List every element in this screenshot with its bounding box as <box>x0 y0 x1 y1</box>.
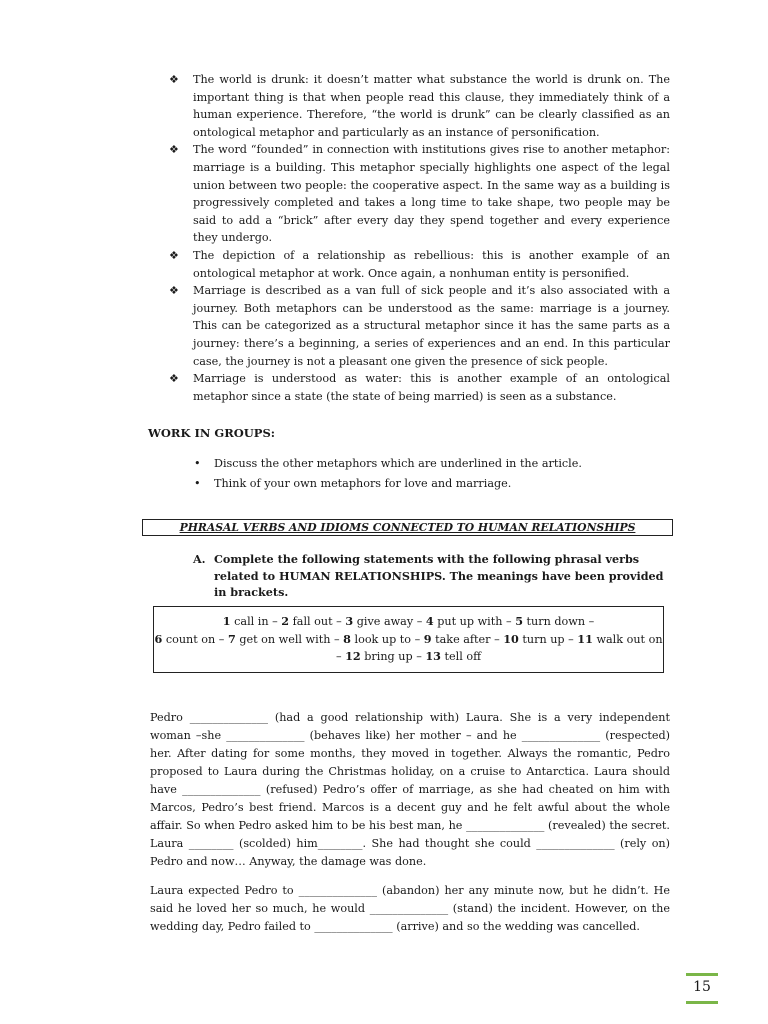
page-number-bottom-rule <box>686 1001 718 1004</box>
phrasal-verb-line: 1 call in – 2 fall out – 3 give away – 4 put up with – 5 turn down – <box>222 614 595 628</box>
list-item-text: Discuss the other metaphors which are underlined in the article. <box>214 457 582 470</box>
exercise-paragraph: Laura expected Pedro to ______________ (abandon) her any minute now, but he didn’t. He said he loved her so much, he would ______________ (stand) the incident. However, on the wedding day, Pedro failed to ______________ (arrive) and so the wedding was cancelled. <box>150 884 670 933</box>
work-in-groups-heading: WORK IN GROUPS: <box>148 426 276 440</box>
verb-number: 2 <box>281 614 290 628</box>
bullet-text: The world is drunk: it doesn’t matter what substance the world is drunk on. The important thing is that when people read this clause, they immediately think of a human experience. Therefore, “the world is drunk” can be clearly classified as an ontological metaphor and particularly as an instance of personification. <box>193 73 670 139</box>
diamond-bullet-icon: ❖ <box>169 73 179 86</box>
list-item-text: Think of your own metaphors for love and marriage. <box>214 476 512 490</box>
verb-text: get on well with <box>239 632 331 646</box>
verb-text: put up with <box>437 615 503 628</box>
verb-text: bring up <box>364 650 413 663</box>
verb-number: 13 <box>425 649 441 663</box>
verb-text: walk out on <box>596 632 663 646</box>
list-item <box>190 474 582 494</box>
verb-text: turn up <box>522 632 565 646</box>
verb-number: 1 <box>222 614 231 628</box>
bullet-dot-icon: • <box>194 457 201 470</box>
work-in-groups-list <box>190 454 582 493</box>
verb-text: take after <box>435 632 491 646</box>
section-banner-title: PHRASAL VERBS AND IDIOMS CONNECTED TO HUMAN RELATIONSHIPS <box>179 521 636 534</box>
metaphor-bullet <box>168 71 670 141</box>
verb-number: 3 <box>345 614 354 628</box>
verb-number: 7 <box>227 631 236 646</box>
diamond-bullet-icon: ❖ <box>169 248 179 262</box>
metaphor-bullet <box>168 370 670 405</box>
verb-text: look up to <box>354 632 412 646</box>
phrasal-verb-line: 6 count on – 7 get on well with – 8 look up to – 9 take after – 10 turn up – 11 walk out on – 12 bring up – 13 tell off <box>154 631 663 663</box>
diamond-bullet-icon: ❖ <box>169 372 179 386</box>
bullet-text: The depiction of a relationship as rebellious: this is another example of an ontological metaphor at work. Once again, a nonhuman entity is personified. <box>193 248 670 280</box>
metaphor-bullet <box>168 247 670 282</box>
verb-text: fall out <box>292 615 333 628</box>
verb-number: 12 <box>345 649 361 663</box>
verb-number: 10 <box>503 631 519 646</box>
list-item <box>190 454 582 474</box>
diamond-bullet-icon: ❖ <box>169 143 179 157</box>
verb-number: 4 <box>425 614 434 628</box>
verb-number: 11 <box>577 631 593 646</box>
verb-number: 9 <box>423 631 432 646</box>
verb-number: 6 <box>154 631 163 646</box>
page-number: 15 <box>693 979 711 995</box>
exercise-label: A. <box>193 552 206 566</box>
bullet-text: Marriage is understood as water: this is another example of an ontological metaphor since a state (the state of being married) is seen as a substance. <box>193 372 670 403</box>
metaphor-analysis-list <box>168 71 670 405</box>
verb-text: tell off <box>444 650 482 663</box>
verb-text: count on <box>165 632 216 646</box>
verb-number: 8 <box>343 631 351 646</box>
bullet-dot-icon: • <box>194 476 201 490</box>
exercise-instruction-text: Complete the following statements with the following phrasal verbs related to HUMAN RELATIONSHIPS. The meanings have been provided in brackets. <box>214 552 664 599</box>
bullet-text: Marriage is described as a van full of sick people and it’s also associated with a journey. Both metaphors can be understood as the same: marriage is a journey. This can be categorized as a structural metaphor since it has the same parts as a journey: there’s a beginning, a series of experiences and an end. In this particular case, the journey is not a pleasant one given the presence of sick people. <box>193 284 670 368</box>
verb-text: call in <box>234 615 269 628</box>
exercise-paragraph: Pedro ______________ (had a good relationship with) Laura. She is a very independent woman –she ______________ (behaves like) her mother – and he ______________ (respected) her. After dating for some months, they moved in together. Always the romantic, Pedro proposed to Laura during the Christmas holiday, on a cruise to Antarctica. Laura should have ______________ (refused) Pedro’s offer of marriage, as she had cheated on him with Marcos, Pedro’s best friend. Marcos is a decent guy and he felt awful about the whole affair. So when Pedro asked him to be his best man, he ______________ (revealed) the secret. Laura ________ (scolded) him________. She had thought she could ______________ (rely on) Pedro and now… Anyway, the damage was done. <box>150 711 670 868</box>
bullet-text: The word “founded” in connection with institutions gives rise to another metaphor: marriage is a building. This metaphor specially highlights one aspect of the legal union between two people: the cooperative aspect. In the same way as a building is progressively completed and takes a long time to take shape, two people may be said to add a “brick” after every day they spend together and every experience they undergo. <box>193 143 670 245</box>
verb-text: turn down <box>526 615 586 628</box>
page-number-top-rule <box>686 973 718 976</box>
diamond-bullet-icon: ❖ <box>169 284 179 298</box>
exercise-instruction <box>193 551 673 601</box>
section-banner <box>142 519 673 536</box>
verb-number: 5 <box>515 614 523 628</box>
metaphor-bullet <box>168 282 670 370</box>
metaphor-bullet <box>168 141 670 247</box>
phrasal-verb-box <box>153 606 664 673</box>
verb-text: give away <box>356 615 414 628</box>
